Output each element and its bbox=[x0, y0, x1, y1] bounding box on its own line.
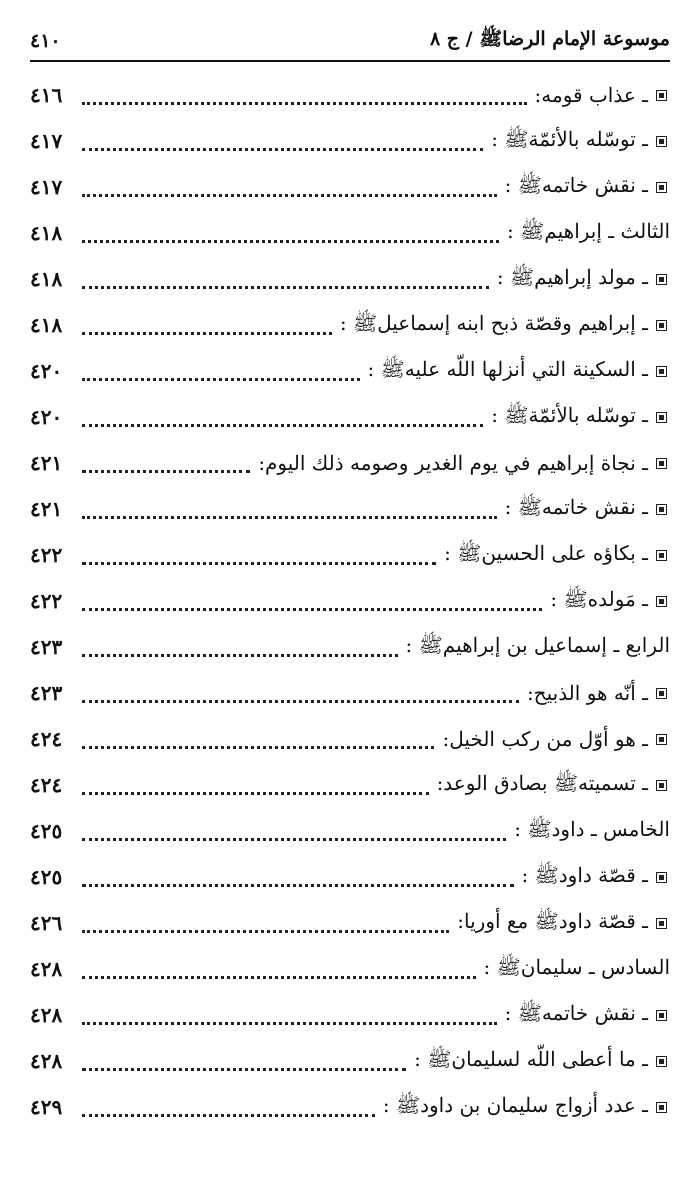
toc-entry-label: ـ قصّة داودﷺ مع أوريا: bbox=[457, 908, 648, 933]
dot-leader bbox=[82, 864, 514, 887]
dot-leader bbox=[82, 956, 476, 979]
dot-leader bbox=[82, 680, 519, 703]
running-header bbox=[30, 22, 670, 60]
bullet-box-icon bbox=[652, 872, 670, 883]
toc-entry-page: ٤٢٣ bbox=[30, 635, 63, 659]
bullet-box-icon bbox=[652, 918, 670, 929]
toc-entry-page: ٤٢٢ bbox=[30, 543, 63, 567]
toc-entry bbox=[30, 394, 670, 440]
toc-entry bbox=[30, 900, 670, 946]
dot-leader bbox=[82, 588, 542, 611]
toc-entry-label: ـ مولد إبراهيمﷺ : bbox=[496, 264, 648, 289]
bullet-box-icon bbox=[652, 274, 670, 285]
toc-entry-page: ٤١٦ bbox=[30, 83, 63, 107]
toc-entry bbox=[30, 302, 670, 348]
toc-entry-label: ـ السكينة التي أنزلها اللّه عليهﷺ : bbox=[367, 356, 648, 381]
toc-entry-page: ٤٢٨ bbox=[30, 957, 63, 981]
bullet-box-icon bbox=[652, 1056, 670, 1067]
book-title: موسوعة الإمام الرضاﷺ / ج ٨ bbox=[429, 28, 670, 50]
toc-entry bbox=[30, 486, 670, 532]
toc-entry bbox=[30, 670, 670, 716]
toc-entry-page: ٤٢٠ bbox=[30, 359, 63, 383]
toc-entry-label: ـ هو أوّل من ركب الخيل: bbox=[442, 727, 648, 751]
toc-entry bbox=[30, 1038, 670, 1084]
dot-leader bbox=[82, 1002, 497, 1025]
dot-leader bbox=[82, 404, 483, 427]
toc-entry bbox=[30, 578, 670, 624]
dot-leader bbox=[82, 1094, 375, 1117]
toc-entry bbox=[30, 992, 670, 1038]
toc-entry bbox=[30, 532, 670, 578]
toc-entry-page: ٤٢١ bbox=[30, 497, 63, 521]
toc-entry bbox=[30, 72, 670, 118]
bullet-box-icon bbox=[652, 458, 670, 469]
toc-entry-page: ٤١٨ bbox=[30, 221, 63, 245]
dot-leader bbox=[82, 910, 449, 933]
toc-entry bbox=[30, 946, 670, 992]
dot-leader bbox=[82, 1048, 406, 1071]
toc-entry bbox=[30, 118, 670, 164]
toc-entry-label: ـ بكاؤه على الحسينﷺ : bbox=[444, 540, 648, 565]
bullet-box-icon bbox=[652, 182, 670, 193]
dot-leader bbox=[82, 542, 436, 565]
toc-entry-label: ـ عذاب قومه: bbox=[534, 83, 648, 107]
bullet-box-icon bbox=[652, 366, 670, 377]
toc-entry-page: ٤٢٠ bbox=[30, 405, 63, 429]
toc-entry-label: ـ ما أعطى اللّه لسليمانﷺ : bbox=[414, 1046, 648, 1071]
toc-entry-label: ـ توسّله بالأئمّةﷺ : bbox=[491, 126, 648, 151]
toc-entry-page: ٤٢٤ bbox=[30, 727, 63, 751]
table-of-contents bbox=[30, 72, 670, 1130]
dot-leader bbox=[82, 312, 332, 335]
bullet-box-icon bbox=[652, 1102, 670, 1113]
toc-entry-label: السادس ـ سليمانﷺ : bbox=[483, 954, 670, 979]
toc-entry bbox=[30, 348, 670, 394]
bullet-box-icon bbox=[652, 136, 670, 147]
toc-entry-page: ٤٢٩ bbox=[30, 1095, 63, 1119]
toc-entry-page: ٤١٨ bbox=[30, 313, 63, 337]
toc-entry-page: ٤١٧ bbox=[30, 129, 63, 153]
toc-entry-page: ٤٢٦ bbox=[30, 911, 63, 935]
bullet-box-icon bbox=[652, 320, 670, 331]
dot-leader bbox=[82, 726, 434, 749]
toc-entry-label: ـ نقش خاتمهﷺ : bbox=[504, 1000, 648, 1025]
toc-entry-label: ـ نقش خاتمهﷺ : bbox=[504, 494, 648, 519]
dot-leader bbox=[82, 496, 497, 519]
dot-leader bbox=[82, 634, 398, 657]
toc-entry bbox=[30, 256, 670, 302]
dot-leader bbox=[82, 266, 489, 289]
toc-entry-page: ٤٢٥ bbox=[30, 865, 63, 889]
toc-entry bbox=[30, 624, 670, 670]
dot-leader bbox=[82, 450, 250, 473]
bullet-box-icon bbox=[652, 734, 670, 745]
toc-entry bbox=[30, 716, 670, 762]
dot-leader bbox=[82, 818, 506, 841]
toc-entry bbox=[30, 210, 670, 256]
header-rule bbox=[30, 60, 670, 62]
toc-entry-page: ٤١٧ bbox=[30, 175, 63, 199]
dot-leader bbox=[82, 128, 483, 151]
page-number: ٤١٠ bbox=[30, 30, 61, 52]
toc-entry bbox=[30, 440, 670, 486]
toc-entry bbox=[30, 762, 670, 808]
toc-entry-label: ـ نجاة إبراهيم في يوم الغدير وصومه ذلك اليوم: bbox=[258, 451, 648, 475]
toc-entry-label: ـ نقش خاتمهﷺ : bbox=[504, 172, 648, 197]
toc-entry-label: ـ مَولدهﷺ : bbox=[550, 586, 648, 611]
dot-leader bbox=[82, 220, 499, 243]
toc-entry bbox=[30, 808, 670, 854]
toc-entry-label: ـ عدد أزواج سليمان بن داودﷺ : bbox=[382, 1092, 648, 1117]
toc-entry-label: الثالث ـ إبراهيمﷺ : bbox=[507, 218, 670, 243]
toc-entry bbox=[30, 854, 670, 900]
toc-entry-label: ـ أنّه هو الذبيح: bbox=[526, 681, 648, 705]
toc-entry-label: ـ توسّله بالأئمّةﷺ : bbox=[491, 402, 648, 427]
toc-entry-page: ٤٢٣ bbox=[30, 681, 63, 705]
toc-entry-page: ٤٢٥ bbox=[30, 819, 63, 843]
toc-entry-label: ـ إبراهيم وقصّة ذبح ابنه إسماعيلﷺ : bbox=[339, 310, 648, 335]
toc-entry-page: ٤٢٨ bbox=[30, 1049, 63, 1073]
bullet-box-icon bbox=[652, 550, 670, 561]
bullet-box-icon bbox=[652, 780, 670, 791]
bullet-box-icon bbox=[652, 596, 670, 607]
toc-entry-page: ٤٢١ bbox=[30, 451, 63, 475]
dot-leader bbox=[82, 772, 429, 795]
toc-entry bbox=[30, 164, 670, 210]
dot-leader bbox=[82, 174, 497, 197]
toc-entry-page: ٤١٨ bbox=[30, 267, 63, 291]
bullet-box-icon bbox=[652, 412, 670, 423]
toc-entry-page: ٤٢٨ bbox=[30, 1003, 63, 1027]
bullet-box-icon bbox=[652, 504, 670, 515]
toc-entry-label: ـ تسميتهﷺ بصادق الوعد: bbox=[436, 770, 648, 795]
toc-entry-label: الرابع ـ إسماعيل بن إبراهيمﷺ : bbox=[405, 632, 670, 657]
toc-entry-label: الخامس ـ داودﷺ : bbox=[514, 816, 670, 841]
dot-leader bbox=[82, 358, 360, 381]
toc-entry bbox=[30, 1084, 670, 1130]
toc-entry-page: ٤٢٢ bbox=[30, 589, 63, 613]
toc-entry-page: ٤٢٤ bbox=[30, 773, 63, 797]
bullet-box-icon bbox=[652, 1010, 670, 1021]
dot-leader bbox=[82, 82, 527, 105]
bullet-box-icon bbox=[652, 688, 670, 699]
toc-entry-label: ـ قصّة داودﷺ : bbox=[521, 862, 648, 887]
bullet-box-icon bbox=[652, 90, 670, 101]
